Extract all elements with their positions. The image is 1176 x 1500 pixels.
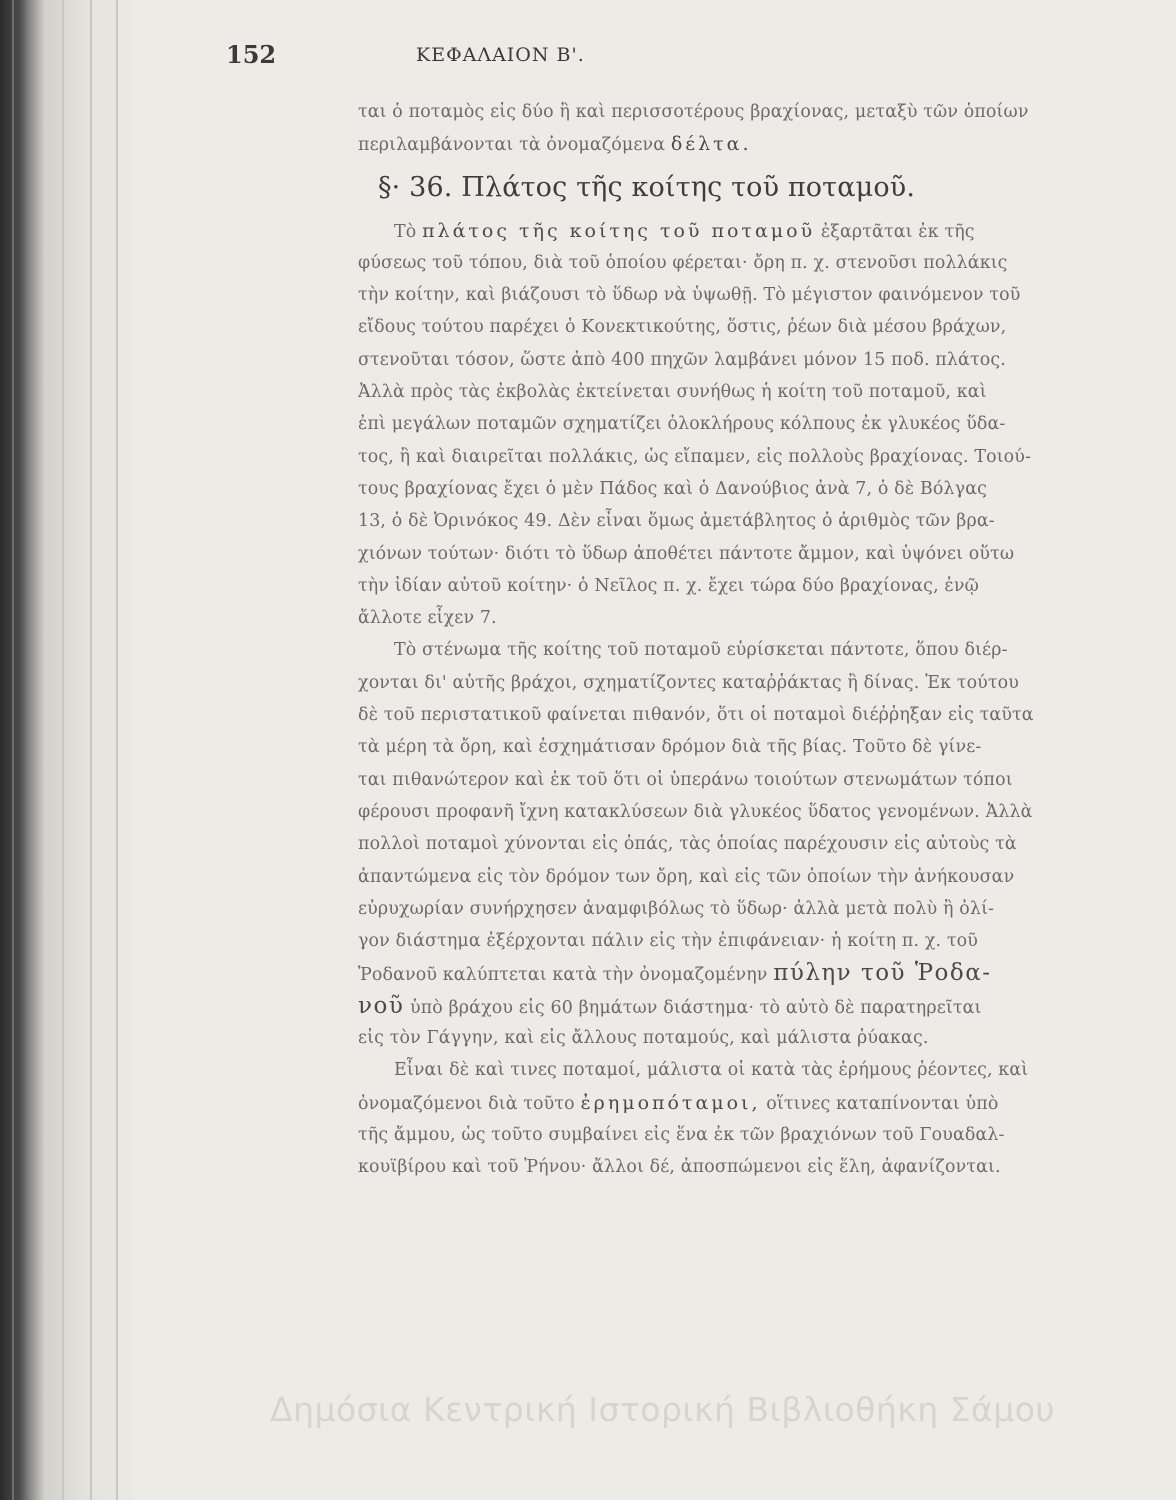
text-line: φύσεως τοῦ τόπου, διὰ τοῦ ὁποίου φέρεται· ὄρη π. χ. στενοῦσι πολλάκις: [358, 252, 1008, 273]
text-run: ἐξαρτᾶται ἐκ τῆς: [820, 221, 975, 242]
library-watermark: Δημόσια Κεντρική Ιστορική Βιβλιοθήκη Σάμου: [270, 1390, 1056, 1429]
spaced-term: νοῦ: [358, 992, 405, 1019]
text-line: Τὸ στένωμα τῆς κοίτης τοῦ ποταμοῦ εὑρίσκεται πάντοτε, ὅπου διέρ-: [394, 640, 1008, 661]
chapter-title: ΚΕΦΑΛΑΙΟΝ Β'.: [416, 44, 585, 66]
text-line: τῆς ἄμμου, ὡς τοῦτο συμβαίνει εἰς ἕνα ἐκ τῶν βραχιόνων τοῦ Γουαδαλ-: [358, 1124, 1005, 1145]
text-line: Εἶναι δὲ καὶ τινες ποταμοί, μάλιστα οἱ κατὰ τὰς ἐρήμους ῥέοντες, καὶ: [394, 1060, 1029, 1081]
text-line: τὴν κοίτην, καὶ βιάζουσι τὸ ὕδωρ νὰ ὑψωθῇ. Τὸ μέγιστον φαινόμενον τοῦ: [358, 285, 1021, 306]
text-line: τος, ἢ καὶ διαιρεῖται πολλάκις, ὡς εἴπαμεν, εἰς πολλοὺς βραχίονας. Τοιού-: [358, 446, 1032, 467]
text-line: πολλοὶ ποταμοὶ χύνονται εἰς ὀπάς, τὰς ὁποίας παρέχουσιν εἰς αὐτοὺς τὰ: [358, 834, 1017, 855]
text-line: εἴδους τούτου παρέχει ὁ Κονεκτικούτης, ὅστις, ῥέων διὰ μέσου βράχων,: [358, 317, 1007, 338]
page-number: 152: [226, 40, 277, 69]
text-line: τὴν ἰδίαν αὐτοῦ κοίτην· ὁ Νεῖλος π. χ. ἔχει τώρα δύο βραχίονας, ἐνῷ: [358, 575, 979, 596]
text-line: δὲ τοῦ περιστατικοῦ φαίνεται πιθανόν, ὅτι οἱ ποταμοὶ διέῤῥηξαν εἰς ταῦτα: [358, 705, 1034, 726]
spaced-term: πλάτος τῆς κοίτης τοῦ ποταμοῦ: [422, 219, 816, 242]
text-line: εὐρυχωρίαν συνήρχησεν ἀναμφιβόλως τὸ ὕδωρ· ἀλλὰ μετὰ πολὺ ἢ ὀλί-: [358, 898, 995, 919]
text-line: εἰς τὸν Γάγγην, καὶ εἰς ἄλλους ποταμούς, καὶ μάλιστα ῥύακας.: [358, 1028, 929, 1049]
text-line: τὰ μέρη τὰ ὄρη, καὶ ἐσχημάτισαν δρόμον διὰ τῆς βίας. Τοῦτο δὲ γίνε-: [358, 737, 982, 758]
text-line: χονται δι' αὐτῆς βράχοι, σχηματίζοντες καταῤῥάκτας ἢ δίνας. Ἐκ τούτου: [358, 672, 1020, 693]
text-run: Τὸ: [394, 221, 417, 242]
text-line: Ἀλλὰ πρὸς τὰς ἐκβολὰς ἐκτείνεται συνήθως ἡ κοίτη τοῦ ποταμοῦ, καὶ: [358, 382, 987, 403]
text-line: ἄλλοτε εἶχεν 7.: [358, 608, 497, 629]
section-title: Πλάτος τῆς κοίτης τοῦ ποταμοῦ.: [461, 171, 916, 203]
section-number: §· 36.: [378, 171, 453, 203]
text-line: τους βραχίονας ἔχει ὁ μὲν Πάδος καὶ ὁ Δανούβιος ἀνὰ 7, ὁ δὲ Βόλγας: [358, 478, 988, 499]
text-line: 13, ὁ δὲ Ὀρινόκος 49. Δὲν εἶναι ὅμως ἀμετάβλητος ὁ ἀριθμὸς τῶν βρα-: [358, 511, 995, 532]
text-line: στενοῦται τόσον, ὥστε ἀπὸ 400 πηχῶν λαμβάνει μόνον 15 ποδ. πλάτος.: [358, 349, 1006, 370]
text-line: ται ὁ ποταμὸς εἰς δύο ἢ καὶ περισσοτέρους βραχίονας, μεταξὺ τῶν ὁποίων: [358, 102, 1029, 122]
text-line: κουϊβίρου καὶ τοῦ Ῥήνου· ἄλλοι δέ, ἀποσπώμενοι εἰς ἕλη, ἀφανίζονται.: [358, 1157, 1001, 1178]
text-run: ὑπὸ βράχου εἰς 60 βημάτων διάστημα· τὸ αὐτὸ δὲ παρατηρεῖται: [410, 997, 982, 1018]
text-line: φέρουσι προφανῆ ἴχνη κατακλύσεων διὰ γλυκέος ὕδατος γενομένων. Ἀλλὰ: [358, 801, 1033, 822]
text-line: ται πιθανώτερον καὶ ἐκ τοῦ ὅτι οἱ ὑπεράνω τοιούτων στενωμάτων τόποι: [358, 769, 1013, 790]
text-line: χιόνων τούτων· διότι τὸ ὕδωρ ἀποθέτει πάντοτε ἄμμον, καὶ ὑψόνει οὕτω: [358, 543, 1015, 564]
spaced-term: ἐρημοπόταμοι,: [580, 1091, 761, 1114]
spaced-term: πύλην τοῦ Ῥοδα-: [773, 960, 992, 987]
text-run: ὀνομαζόμενοι διὰ τοῦτο: [358, 1093, 575, 1114]
text-run: περιλαμβάνονται τὰ ὀνομαζόμενα: [358, 135, 666, 156]
text-line: ἐπὶ μεγάλων ποταμῶν σχηματίζει ὁλοκλήρους κόλπους ἐκ γλυκέος ὕδα-: [358, 414, 1006, 435]
text-line: γον διάστημα ἐξέρχονται πάλιν εἰς τὴν ἐπιφάνειαν· ἡ κοίτη π. χ. τοῦ: [358, 931, 979, 952]
spaced-term: δέλτα.: [670, 133, 752, 156]
text-run: Ῥοδανοῦ καλύπτεται κατὰ τὴν ὀνομαζομένην: [358, 965, 768, 986]
text-run: οἵτινες καταπίνονται ὑπὸ: [766, 1093, 999, 1114]
text-line: ἀπαντώμενα εἰς τὸν δρόμον των ὄρη, καὶ εἰς τῶν ὁποίων τὴν ἀνήκουσαν: [358, 866, 1015, 887]
